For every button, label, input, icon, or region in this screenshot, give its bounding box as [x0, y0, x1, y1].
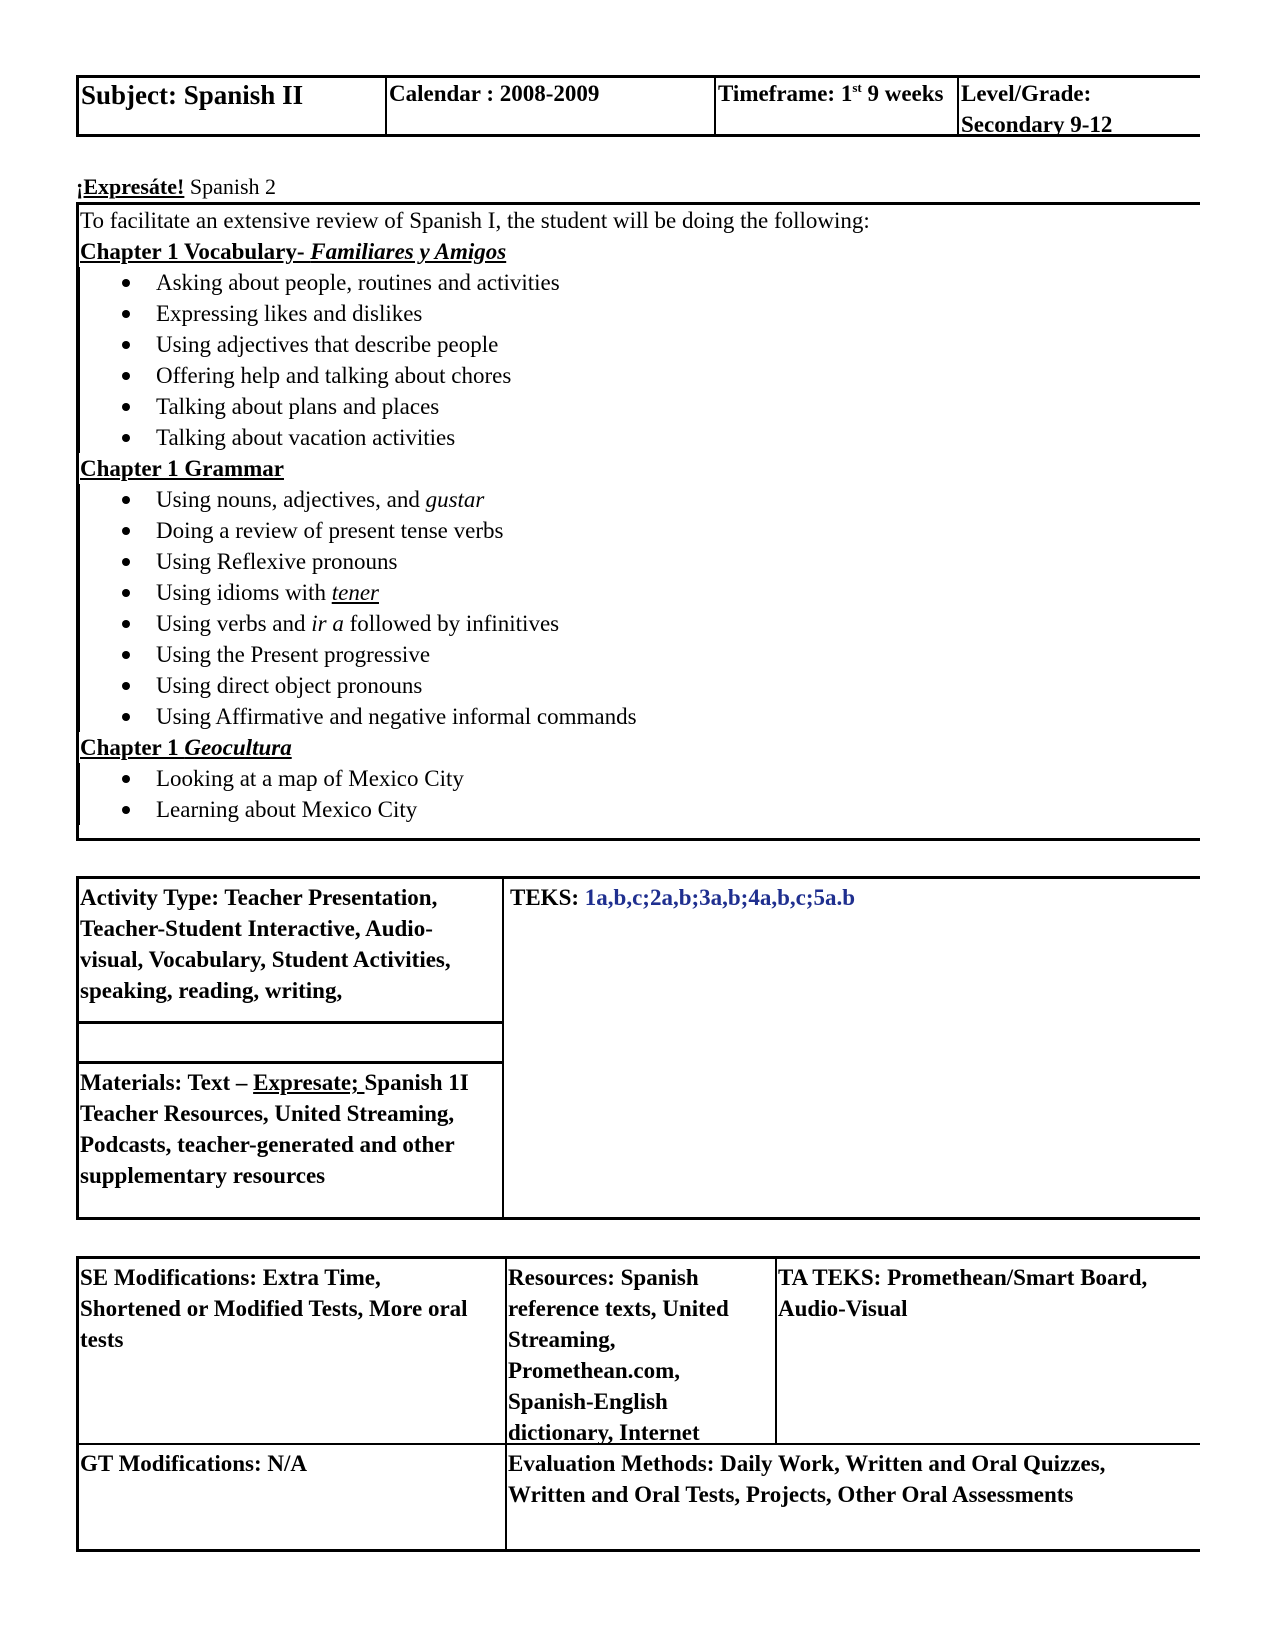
materials-line: supplementary resources — [80, 1163, 326, 1188]
se-line: Shortened or Modified Tests, More oral — [80, 1296, 468, 1321]
bullet-icon — [122, 558, 130, 566]
timeframe-text: Timeframe: 1 — [718, 81, 853, 106]
geocultura-heading-italic: Geocultura — [184, 735, 292, 760]
vocabulary-heading — [80, 236, 1200, 267]
list-item-text: Looking at a map of Mexico City — [156, 766, 464, 791]
bullet-icon — [122, 527, 130, 535]
teks-value: 1a,b,c;2a,b;3a,b;4a,b,c;5a.b — [584, 885, 856, 910]
list-item — [80, 608, 1200, 639]
list-item-text: Using nouns, adjectives, and — [156, 487, 426, 512]
level-value: Secondary 9-12 — [961, 112, 1113, 137]
grammar-list — [79, 484, 1200, 732]
teks-label: TEKS: — [510, 885, 585, 910]
vocabulary-list — [79, 267, 1200, 453]
geocultura-heading-text: Chapter 1 — [80, 735, 185, 760]
activity-line: Teacher-Student Interactive, Audio- — [80, 916, 433, 941]
bullet-icon — [122, 620, 130, 628]
list-item-text: Using verbs and — [156, 611, 312, 636]
list-item — [80, 577, 1200, 608]
teks-cell — [502, 876, 1200, 1220]
list-item-text: Using adjectives that describe people — [156, 332, 499, 357]
subject-cell: Subject: Spanish II — [79, 78, 387, 134]
list-item-italic: ir a — [311, 611, 344, 636]
timeframe-superscript: st — [852, 80, 862, 95]
list-item-italic: gustar — [425, 487, 485, 512]
resources-line: reference texts, United — [508, 1296, 729, 1321]
vocabulary-heading-italic: Familiares y Amigos — [310, 239, 507, 264]
list-item-text: Using Reflexive pronouns — [156, 549, 398, 574]
ta-teks-cell — [777, 1259, 1200, 1445]
list-item-italic: tener — [331, 580, 379, 605]
bullet-icon — [122, 279, 130, 287]
spacer-cell — [76, 1024, 504, 1061]
list-item-text-end: followed by infinitives — [343, 611, 560, 636]
materials-course: Spanish 1I — [364, 1070, 469, 1095]
resources-line: dictionary, Internet — [508, 1420, 700, 1445]
list-item — [80, 329, 1200, 360]
bullet-icon — [122, 651, 130, 659]
list-item-text: Talking about plans and places — [156, 394, 440, 419]
list-item — [80, 639, 1200, 670]
se-line: SE Modifications: Extra Time, — [80, 1265, 381, 1290]
list-item — [80, 546, 1200, 577]
resources-line: Streaming, — [508, 1327, 616, 1352]
list-item — [80, 267, 1200, 298]
list-item — [80, 360, 1200, 391]
bullet-icon — [122, 341, 130, 349]
bullet-icon — [122, 775, 130, 783]
ta-teks-line: Audio-Visual — [778, 1296, 908, 1321]
objectives-box — [76, 202, 1200, 841]
list-item-text: Learning about Mexico City — [156, 797, 418, 822]
level-label: Level/Grade: — [961, 81, 1092, 106]
resources-line: Resources: Spanish — [508, 1265, 699, 1290]
bullet-icon — [122, 713, 130, 721]
course-name: Spanish 2 — [184, 174, 277, 199]
activity-line: visual, Vocabulary, Student Activities, — [80, 947, 451, 972]
bullet-icon — [122, 589, 130, 597]
geocultura-list — [79, 763, 1200, 825]
list-item-text: Talking about vacation activities — [156, 425, 456, 450]
list-item-text: Doing a review of present tense verbs — [156, 518, 504, 543]
bullet-icon — [122, 434, 130, 442]
objectives-intro: To facilitate an extensive review of Spanish I, the student will be doing the following: — [80, 208, 870, 233]
list-item-text: Offering help and talking about chores — [156, 363, 512, 388]
resources-cell — [507, 1259, 777, 1445]
materials-line — [80, 1067, 501, 1098]
activity-line: speaking, reading, writing, — [80, 978, 343, 1003]
list-item-text: Using idioms with — [156, 580, 332, 605]
list-item — [80, 670, 1200, 701]
list-item — [80, 484, 1200, 515]
header-table — [76, 75, 1200, 137]
modifications-table — [76, 1256, 1200, 1552]
timeframe-text-end: 9 weeks — [861, 81, 944, 106]
list-item — [80, 701, 1200, 732]
resources-line: Promethean.com, — [508, 1358, 681, 1383]
list-item — [80, 794, 1200, 825]
level-cell — [959, 78, 1200, 137]
list-item-text: Using the Present progressive — [156, 642, 431, 667]
se-modifications-cell — [79, 1259, 507, 1445]
document-title — [76, 172, 276, 202]
list-item-text: Asking about people, routines and activities — [156, 270, 560, 295]
vocabulary-heading-text: Chapter 1 Vocabulary- — [80, 239, 311, 264]
evaluation-line: Evaluation Methods: Daily Work, Written and Oral Quizzes, — [508, 1451, 1106, 1476]
bullet-icon — [122, 403, 130, 411]
geocultura-heading — [80, 732, 1200, 763]
bullet-icon — [122, 310, 130, 318]
calendar-cell: Calendar : 2008-2009 — [387, 78, 716, 134]
evaluation-methods-cell — [507, 1445, 1200, 1552]
bullet-icon — [122, 682, 130, 690]
materials-label: Materials: Text – — [80, 1070, 254, 1095]
bullet-icon — [122, 806, 130, 814]
book-title: ¡Expresáte! — [76, 174, 185, 199]
grammar-heading: Chapter 1 Grammar — [80, 456, 284, 481]
activity-type-cell — [76, 876, 504, 1024]
materials-book: Expresate; — [253, 1070, 365, 1095]
evaluation-line: Written and Oral Tests, Projects, Other Oral Assessments — [508, 1482, 1074, 1507]
list-item-text: Using Affirmative and negative informal commands — [156, 704, 637, 729]
timeframe-cell — [716, 78, 959, 134]
se-line: tests — [80, 1327, 124, 1352]
ta-teks-line: TA TEKS: Promethean/Smart Board, — [778, 1265, 1148, 1290]
gt-modifications-cell: GT Modifications: N/A — [79, 1445, 507, 1552]
list-item — [80, 763, 1200, 794]
list-item — [80, 515, 1200, 546]
list-item — [80, 422, 1200, 453]
list-item-text: Using direct object pronouns — [156, 673, 423, 698]
materials-line: Teacher Resources, United Streaming, — [80, 1101, 455, 1126]
list-item — [80, 298, 1200, 329]
materials-line: Podcasts, teacher-generated and other — [80, 1132, 455, 1157]
list-item — [80, 391, 1200, 422]
list-item-text: Expressing likes and dislikes — [156, 301, 423, 326]
activity-line: Activity Type: Teacher Presentation, — [80, 885, 438, 910]
materials-cell — [76, 1061, 504, 1220]
bullet-icon — [122, 496, 130, 504]
resources-line: Spanish-English — [508, 1389, 668, 1414]
bullet-icon — [122, 372, 130, 380]
